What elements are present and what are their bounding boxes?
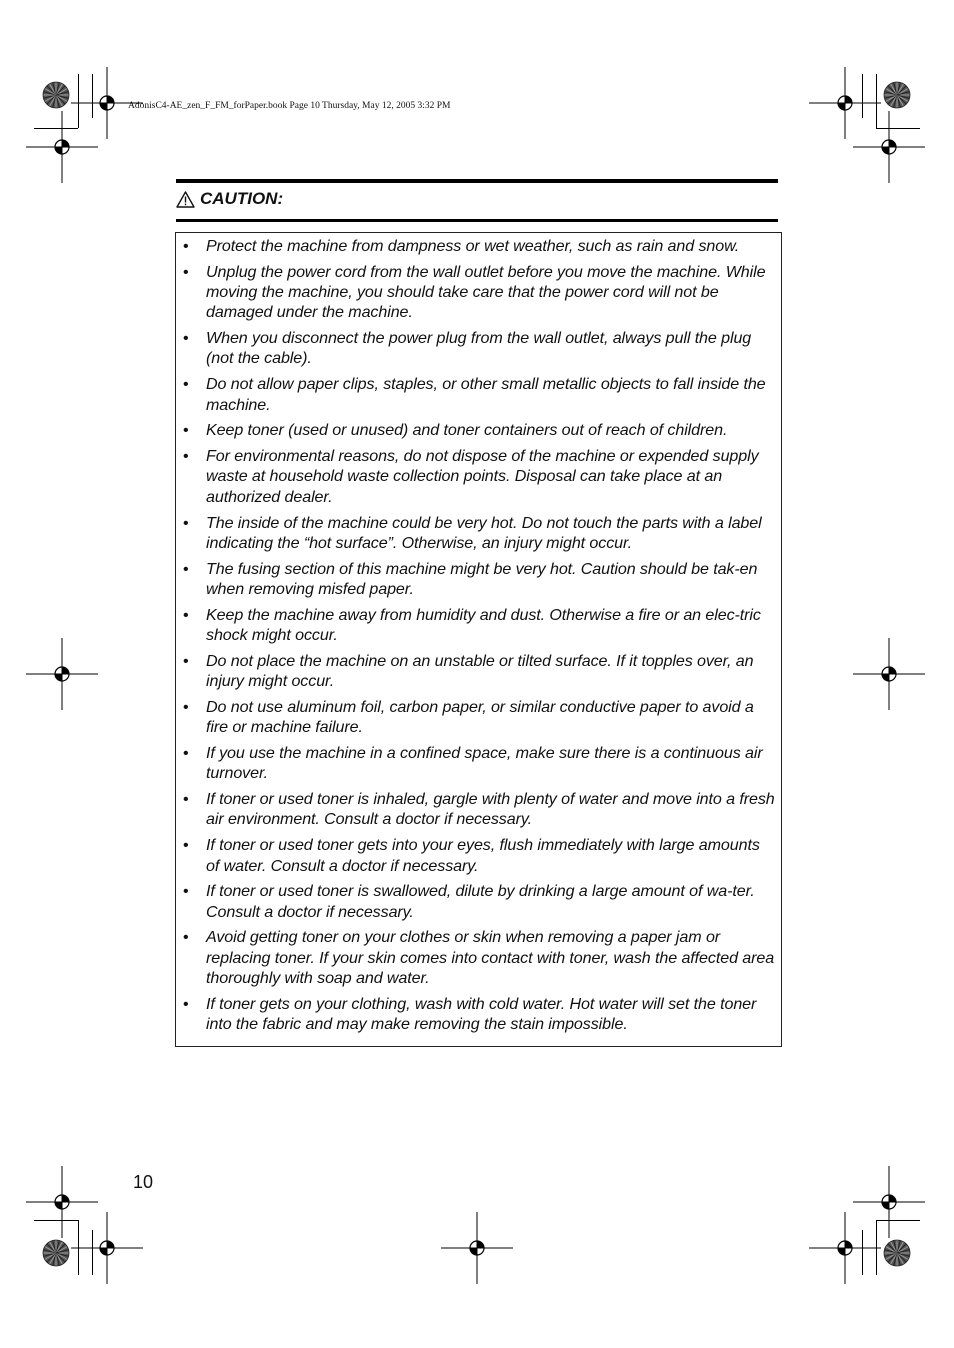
registration-starburst-icon <box>883 1239 911 1267</box>
list-item <box>183 559 775 600</box>
list-item-text: Keep toner (used or unused) and toner containers out of reach of children. <box>206 421 728 440</box>
crop-line <box>34 128 78 129</box>
registration-crosshair-icon <box>70 1211 144 1285</box>
bullet-icon: • <box>183 605 189 624</box>
bullet-icon: • <box>183 994 189 1013</box>
list-item <box>183 605 775 646</box>
registration-starburst-icon <box>42 81 70 109</box>
crop-line <box>862 1230 863 1275</box>
list-item <box>183 927 775 988</box>
crop-line <box>78 74 79 128</box>
crop-line <box>92 1230 93 1275</box>
bullet-icon: • <box>183 651 189 670</box>
registration-starburst-icon <box>883 81 911 109</box>
list-item <box>183 420 775 440</box>
list-item <box>183 789 775 830</box>
bullet-icon: • <box>183 790 189 809</box>
print-header: AdonisC4-AE_zen_F_FM_forPaper.book Page 10 Thursday, May 12, 2005 3:32 PM <box>128 101 451 111</box>
list-item <box>183 446 775 507</box>
list-item <box>183 513 775 554</box>
list-item <box>183 697 775 738</box>
caution-header-bar <box>176 179 778 222</box>
registration-crosshair-icon <box>852 1165 926 1239</box>
crop-line <box>92 74 93 118</box>
registration-crosshair-icon <box>852 637 926 711</box>
bullet-icon: • <box>183 421 189 440</box>
registration-crosshair-icon <box>440 1211 514 1285</box>
list-item-text: For environmental reasons, do not dispose of the machine or expended supply waste at household waste collection points. Disposal can take place at an authorized dealer. <box>206 447 759 506</box>
list-item-text: If toner or used toner is inhaled, gargle with plenty of water and move into a fresh air environment. Consult a doctor if necessary. <box>206 790 775 829</box>
bullet-icon: • <box>183 836 189 855</box>
list-item-text: Avoid getting toner on your clothes or skin when removing a paper jam or replacing toner. If your skin comes into contact with toner, wash the affected area thoroughly with soap and water. <box>206 928 775 987</box>
list-item-text: The fusing section of this machine might be very hot. Caution should be tak-en when removing misfed paper. <box>206 559 758 598</box>
list-item <box>183 651 775 692</box>
list-item <box>183 994 775 1035</box>
list-item-text: Keep the machine away from humidity and dust. Otherwise a fire or an elec-tric shock might occur. <box>206 605 761 645</box>
bullet-icon: • <box>183 559 189 578</box>
crop-line <box>876 74 877 128</box>
list-item <box>183 374 775 415</box>
list-item-text: Do not use aluminum foil, carbon paper, or similar conductive paper to avoid a fire or machine failure. <box>206 697 754 737</box>
crop-line <box>876 128 920 129</box>
list-item-text: Do not allow paper clips, staples, or other small metallic objects to fall inside the machine. <box>206 375 766 414</box>
list-item-text: If toner or used toner is swallowed, dilute by drinking a large amount of wa-ter. Consult a doctor if necessary. <box>206 882 755 921</box>
registration-crosshair-icon <box>25 110 99 184</box>
caution-list <box>183 236 775 1034</box>
registration-crosshair-icon <box>25 637 99 711</box>
crop-line <box>876 1220 877 1275</box>
caution-heading <box>176 189 283 209</box>
crop-line <box>34 1220 78 1221</box>
bullet-icon: • <box>183 447 189 466</box>
bullet-icon: • <box>183 697 189 716</box>
list-item <box>183 236 775 256</box>
crop-line <box>78 1220 79 1275</box>
list-item-text: The inside of the machine could be very hot. Do not touch the parts with a label indicating the “hot surface”. Otherwise, an injury might occur. <box>206 513 762 552</box>
bullet-icon: • <box>183 237 189 255</box>
list-item-text: Do not place the machine on an unstable or tilted surface. If it topples over, an injury might occur. <box>206 651 754 691</box>
bullet-icon: • <box>183 262 189 281</box>
caution-heading-text: CAUTION: <box>200 189 284 208</box>
list-item-text: If you use the machine in a confined space, make sure there is a continuous air turnover. <box>206 744 763 783</box>
bullet-icon: • <box>183 882 189 901</box>
bullet-icon: • <box>183 375 189 394</box>
crop-line <box>876 1220 920 1221</box>
bullet-icon: • <box>183 928 189 947</box>
registration-crosshair-icon <box>852 110 926 184</box>
list-item-text: If toner gets on your clothing, wash with cold water. Hot water will set the toner into the fabric and may make removing the stain impossible. <box>206 994 757 1034</box>
page-number: 10 <box>133 1172 154 1192</box>
list-item <box>183 881 775 922</box>
crop-line <box>862 74 863 118</box>
list-item <box>183 835 775 876</box>
list-item-text: Protect the machine from dampness or wet weather, such as rain and snow. <box>206 237 740 255</box>
list-item-text: When you disconnect the power plug from the wall outlet, always pull the plug (not the cable). <box>206 329 752 368</box>
bullet-icon: • <box>183 513 189 532</box>
bullet-icon: • <box>183 329 189 348</box>
list-item <box>183 743 775 784</box>
list-item <box>183 328 775 369</box>
caution-box <box>175 232 782 1047</box>
list-item-text: Unplug the power cord from the wall outlet before you move the machine. While moving the machine, you should take care that the power cord will not be damaged under the machine. <box>206 262 766 322</box>
warning-triangle-icon <box>176 191 195 208</box>
list-item-text: If toner or used toner gets into your eyes, flush immediately with large amounts of water. Consult a doctor if necessary. <box>206 836 760 875</box>
list-item <box>183 262 775 323</box>
registration-starburst-icon <box>42 1239 70 1267</box>
bullet-icon: • <box>183 744 189 763</box>
